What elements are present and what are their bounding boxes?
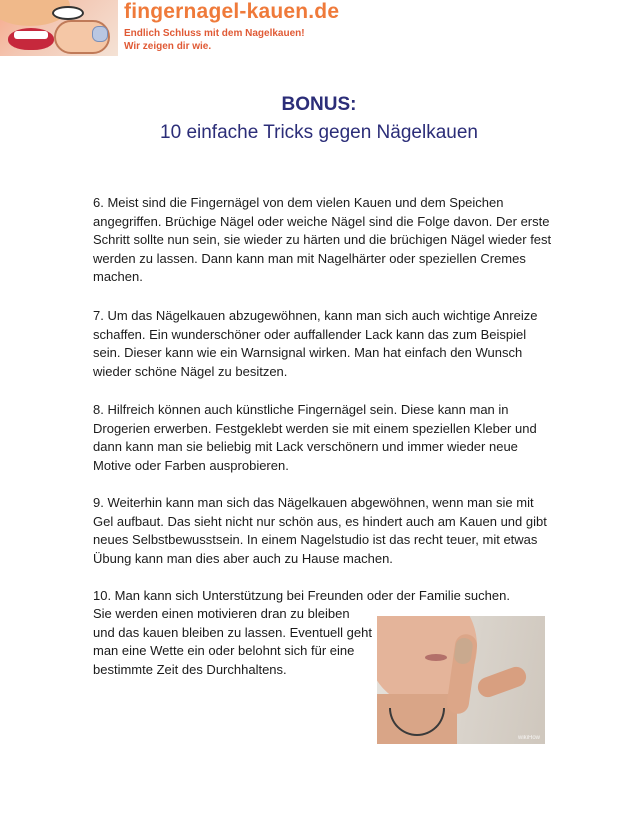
page-title-bonus: BONUS: <box>281 94 357 115</box>
brand-tagline <box>124 27 305 53</box>
tip-6: 6. Meist sind die Fingernägel von dem vielen Kauen und dem Speichen angegriffen. Brüchige Nägel oder weiche Nägel sind die Folge davon. Der erste Schritt sollte nun sein, sie wieder zu härten und die brüchigen Nägel wieder fest werden zu lassen. Dann kann man mit Nagelhärter oder speziellen Cremes machen. <box>93 195 552 285</box>
tip-10-rest: Sie werden einen motivieren dran zu bleiben und das kauen bleiben zu lassen. Eventuell geht man eine Wette ein oder belohnt sich für eine bestimmte Zeit des Durchhaltens. <box>93 606 372 677</box>
tagline-line-2: Wir zeigen dir wie. <box>124 41 212 52</box>
brand-name: fingernagel-kauen.de <box>124 0 340 23</box>
page-subtitle: 10 einfache Tricks gegen Nägelkauen <box>160 122 478 143</box>
photo-watermark: wikiHow <box>517 735 540 741</box>
tip-9: 9. Weiterhin kann man sich das Nägelkauen abgewöhnen, wenn man sie mit Gel aufbaut. Das sieht nicht nur schön aus, es hindert auch am Kauen und gibt neues Selbstbewusstsein. In einem Nagelstudio ist das recht teuer, mit etwas Übung kann man dies aber auch zu Hause machen. <box>93 495 547 566</box>
logo-image <box>0 0 118 56</box>
tagline-line-1: Endlich Schluss mit dem Nagelkauen! <box>124 28 305 39</box>
finger-photo <box>377 616 545 744</box>
tip-7: 7. Um das Nägelkauen abzugewöhnen, kann man sich auch wichtige Anreize schaffen. Ein wunderschöner oder auffallender Lack kann das zum Beispiel sein. Dieser kann wie ein Warnsignal wirken. Man hat einfach den Wunsch wieder schöne Nägel zu besitzen. <box>93 308 538 379</box>
site-header <box>0 0 340 58</box>
tip-8: 8. Hilfreich können auch künstliche Fingernägel sein. Diese kann man in Drogerien erwerben. Festgeklebt werden sie mit einem speziellen Kleber und dann kann man sie beliebig mit Lack verschönern und immer wieder neue Motive oder Farben ausprobieren. <box>93 402 537 473</box>
tip-10-first-line: 10. Man kann sich Unterstützung bei Freunden oder der Familie suchen. <box>93 588 510 603</box>
